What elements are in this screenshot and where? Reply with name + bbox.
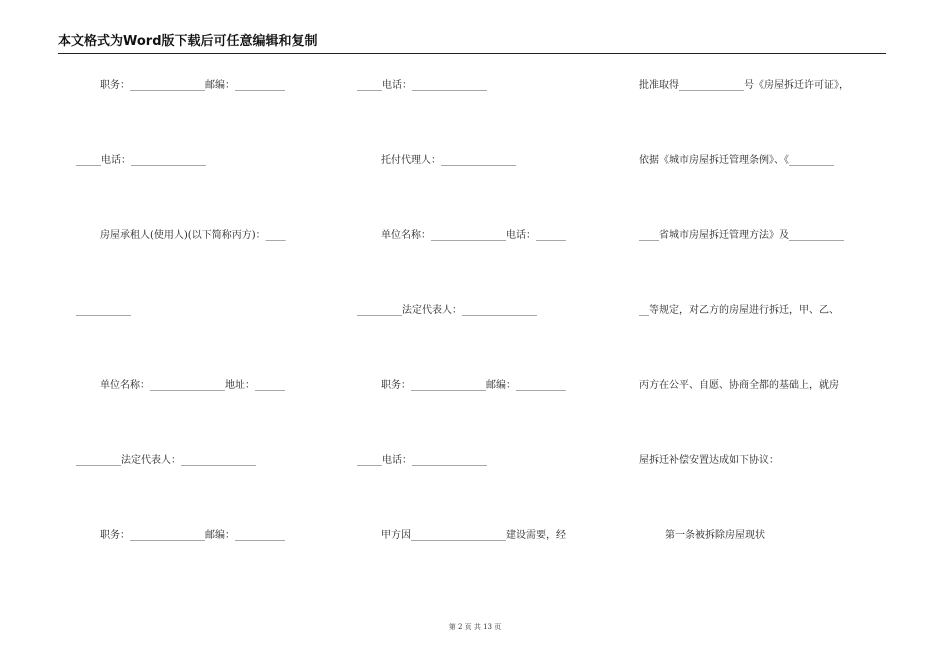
text-line: _____电话：_______________: [357, 80, 487, 91]
text-line: ___________: [76, 305, 131, 316]
text-line: 职务：_______________邮编：__________: [381, 380, 566, 391]
text-line: _________法定代表人：_______________: [357, 305, 537, 316]
text-line: _____电话：_______________: [76, 155, 206, 166]
text-line: 屋拆迁补偿安置达成如下协议：: [639, 455, 779, 466]
text-line: 丙方在公平、自愿、协商全都的基础上，就房: [639, 380, 839, 391]
text-column-2: [357, 0, 607, 672]
header-title: 本文格式为Word版下载后可任意编辑和复制: [58, 34, 318, 49]
section-heading: 第一条被拆除房屋现状: [665, 530, 765, 541]
text-line: _________法定代表人：_______________: [76, 455, 256, 466]
text-line: ____省城市房屋拆迁管理方法》及___________: [639, 230, 844, 241]
page-number: 第 2 页 共 13 页: [448, 623, 502, 631]
text-column-1: [76, 0, 326, 672]
text-line: 甲方因___________________建设需要，经: [381, 530, 566, 541]
text-line: 单位名称：_______________电话：______: [381, 230, 566, 241]
text-line: 单位名称：_______________地址：______: [100, 380, 285, 391]
text-line: 房屋承租人(使用人)(以下简称丙方)：____: [100, 230, 286, 241]
text-column-3: [639, 0, 899, 672]
text-line: 职务：_______________邮编：__________: [100, 80, 285, 91]
text-line: 依据《城市房屋拆迁管理条例》、《_________: [639, 155, 834, 166]
text-line: __等规定，对乙方的房屋进行拆迁，甲、乙、: [639, 305, 839, 316]
text-line: 批准取得_____________号《房屋拆迁许可证》，: [639, 80, 849, 91]
text-line: 托付代理人：_______________: [381, 155, 516, 166]
text-line: 职务：_______________邮编：__________: [100, 530, 285, 541]
text-line: _____电话：_______________: [357, 455, 487, 466]
